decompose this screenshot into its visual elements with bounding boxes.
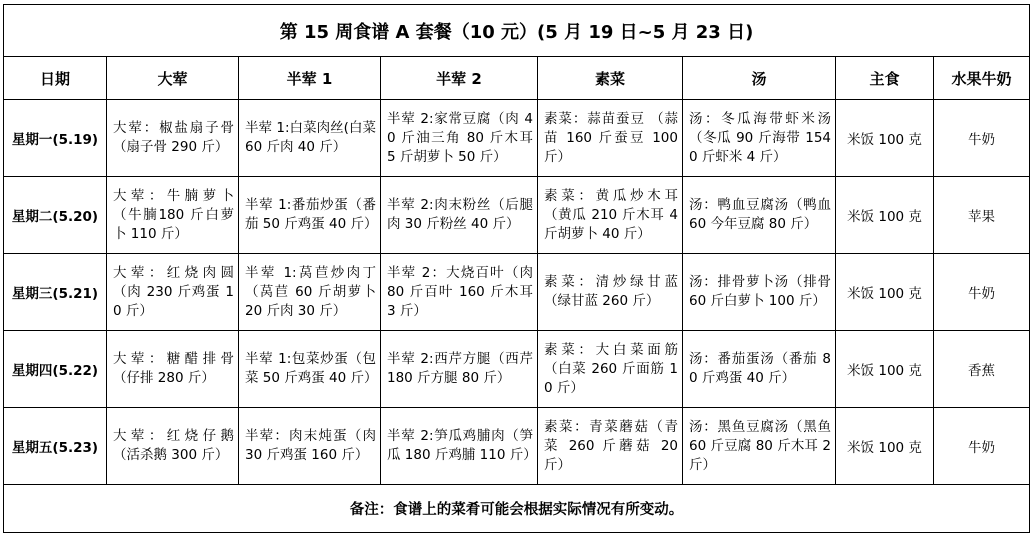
main-meat-cell: 大荤：牛腩萝卜（牛腩180 斤白萝卜 110 斤） [107, 177, 239, 254]
main-meat-cell: 大荤：红烧肉圆（肉 230 斤鸡蛋 10 斤） [107, 254, 239, 331]
half-meat-2-cell: 半荤 2:笋瓜鸡脯肉（笋瓜 180 斤鸡脯 110 斤） [381, 408, 538, 485]
staple-cell: 米饭 100 克 [836, 254, 934, 331]
half-meat-1-cell: 半荤：肉末炖蛋（肉 30 斤鸡蛋 160 斤） [239, 408, 381, 485]
table-row [4, 331, 1030, 408]
fruit-milk-cell: 牛奶 [934, 408, 1030, 485]
half-meat-1-cell: 半荤 1:莴苣炒肉丁（莴苣 60 斤胡萝卜 20 斤肉 30 斤） [239, 254, 381, 331]
main-meat-cell: 大荤：糖醋排骨（仔排 280 斤） [107, 331, 239, 408]
menu-title: 第 15 周食谱 A 套餐（10 元）(5 月 19 日~5 月 23 日) [4, 5, 1030, 57]
table-row [4, 100, 1030, 177]
soup-cell: 汤：冬瓜海带虾米汤（冬瓜 90 斤海带 1540 斤虾米 4 斤） [683, 100, 836, 177]
header-vegetable: 素菜 [538, 57, 683, 100]
table-row [4, 254, 1030, 331]
vegetable-cell: 素菜：大白菜面筋（白菜 260 斤面筋 10 斤） [538, 331, 683, 408]
header-fruit-milk: 水果牛奶 [934, 57, 1030, 100]
fruit-milk-cell: 牛奶 [934, 254, 1030, 331]
soup-cell: 汤：排骨萝卜汤（排骨 60 斤白萝卜 100 斤） [683, 254, 836, 331]
main-meat-cell: 大荤：红烧仔鹅（活杀鹅 300 斤） [107, 408, 239, 485]
staple-cell: 米饭 100 克 [836, 408, 934, 485]
day-date: 星期四(5.22) [4, 331, 107, 408]
soup-cell: 汤：番茄蛋汤（番茄 80 斤鸡蛋 40 斤） [683, 331, 836, 408]
soup-cell: 汤：鸭血豆腐汤（鸭血 60 今年豆腐 80 斤） [683, 177, 836, 254]
menu-note: 备注：食谱上的菜肴可能会根据实际情况有所变动。 [4, 485, 1030, 533]
header-date: 日期 [4, 57, 107, 100]
header-soup: 汤 [683, 57, 836, 100]
half-meat-1-cell: 半荤 1:番茄炒蛋（番茄 50 斤鸡蛋 40 斤） [239, 177, 381, 254]
header-staple: 主食 [836, 57, 934, 100]
fruit-milk-cell: 牛奶 [934, 100, 1030, 177]
header-half-meat-2: 半荤 2 [381, 57, 538, 100]
day-date: 星期一(5.19) [4, 100, 107, 177]
vegetable-cell: 素菜：清炒绿甘蓝（绿甘蓝 260 斤） [538, 254, 683, 331]
fruit-milk-cell: 苹果 [934, 177, 1030, 254]
fruit-milk-cell: 香蕉 [934, 331, 1030, 408]
vegetable-cell: 素菜：黄瓜炒木耳（黄瓜 210 斤木耳 4 斤胡萝卜 40 斤） [538, 177, 683, 254]
half-meat-2-cell: 半荤 2:肉末粉丝（后腿肉 30 斤粉丝 40 斤） [381, 177, 538, 254]
day-date: 星期五(5.23) [4, 408, 107, 485]
day-date: 星期三(5.21) [4, 254, 107, 331]
staple-cell: 米饭 100 克 [836, 177, 934, 254]
main-meat-cell: 大荤：椒盐扇子骨（扇子骨 290 斤） [107, 100, 239, 177]
half-meat-1-cell: 半荤 1:包菜炒蛋（包菜 50 斤鸡蛋 40 斤） [239, 331, 381, 408]
staple-cell: 米饭 100 克 [836, 331, 934, 408]
half-meat-2-cell: 半荤 2:西芹方腿（西芹 180 斤方腿 80 斤） [381, 331, 538, 408]
header-row [4, 57, 1030, 100]
soup-cell: 汤：黑鱼豆腐汤（黑鱼 60 斤豆腐 80 斤木耳 2 斤） [683, 408, 836, 485]
menu-table [3, 4, 1030, 533]
vegetable-cell: 素菜：青菜蘑菇（青菜 260 斤蘑菇 20 斤） [538, 408, 683, 485]
header-half-meat-1: 半荤 1 [239, 57, 381, 100]
table-row [4, 408, 1030, 485]
header-main-meat: 大荤 [107, 57, 239, 100]
table-row [4, 177, 1030, 254]
half-meat-2-cell: 半荤 2：大烧百叶（肉 80 斤百叶 160 斤木耳 3 斤） [381, 254, 538, 331]
staple-cell: 米饭 100 克 [836, 100, 934, 177]
vegetable-cell: 素菜：蒜苗蚕豆 （蒜苗 160 斤蚕豆 100 斤） [538, 100, 683, 177]
half-meat-2-cell: 半荤 2:家常豆腐（肉 40 斤油三角 80 斤木耳 5 斤胡萝卜 50 斤） [381, 100, 538, 177]
day-date: 星期二(5.20) [4, 177, 107, 254]
half-meat-1-cell: 半荤 1:白菜肉丝(白菜 60 斤肉 40 斤） [239, 100, 381, 177]
